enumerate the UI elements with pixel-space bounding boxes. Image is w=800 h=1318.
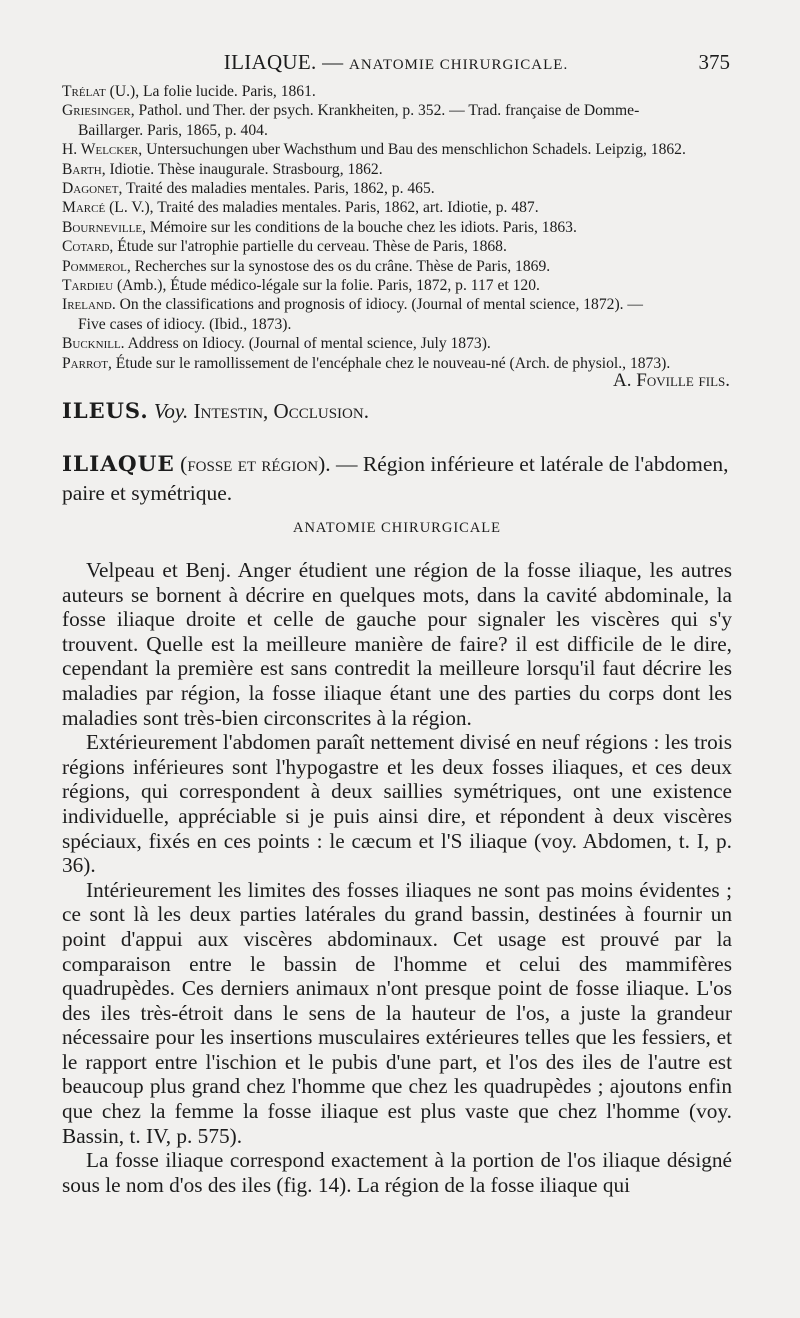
bibliography bbox=[62, 82, 732, 373]
paragraph: Extérieurement l'abdomen paraît nettement divisé en neuf régions : les trois régions inférieures sont l'hypogastre et les deux fosses iliaques, et ces deux régions, qui correspondent à deux saillies symétriques, ont une existence individuelle, appréciable si je puis ainsi dire, et répondent à deux viscères spéciaux, fixés en ces points : le cæcum et l'S iliaque (voy. Abdomen, t. I, p. 36). bbox=[62, 730, 732, 878]
headword-iliaque: ILIAQUE bbox=[62, 452, 175, 477]
bib-entry: Barth, Idiotie. Thèse inaugurale. Strasbourg, 1862. bbox=[62, 160, 383, 178]
paragraph: La fosse iliaque correspond exactement à la portion de l'os iliaque désigné sous le nom d'os des iles (fig. 14). La région de la fosse iliaque qui bbox=[62, 1148, 732, 1197]
bib-entry: Bourneville, Mémoire sur les conditions de la bouche chez les idiots. Paris, 1863. bbox=[62, 218, 577, 236]
entry-definition: . — Région inférieure et latérale de l'abdomen, paire et symétrique. bbox=[62, 452, 729, 505]
body-text bbox=[62, 558, 732, 1197]
section-title: ANATOMIE CHIRURGICALE bbox=[292, 520, 502, 536]
bib-entry: Parrot, Étude sur le ramollissement de l'encéphale chez le nouveau-né (Arch. de physiol., 1873). bbox=[62, 354, 671, 372]
bib-entry: Griesinger, Pathol. und Ther. der psych. Krankheiten, p. 352. — Trad. française de Domme- bbox=[62, 102, 640, 120]
bib-entry: Bucknill. Address on Idiocy. (Journal of mental science, July 1873). bbox=[62, 335, 491, 353]
running-title: ILIAQUE. — ANATOMIE CHIRURGICALE. bbox=[223, 50, 569, 74]
headword-ileus: ILEUS. bbox=[62, 398, 149, 423]
entry-qualifier: (fosse et région) bbox=[180, 452, 326, 476]
bib-entry: Cotard, Étude sur l'atrophie partielle du cerveau. Thèse de Paris, 1868. bbox=[62, 238, 507, 256]
bib-entry: H. Welcker, Untersuchungen uber Wachsthum und Bau des menschlichon Schadels. Leipzig, 1862. bbox=[62, 141, 686, 159]
bib-entry: Dagonet, Traité des maladies mentales. Paris, 1862, p. 465. bbox=[62, 180, 435, 198]
author-signature: A. Foville fils. bbox=[613, 370, 730, 391]
voy-label: Voy. bbox=[153, 399, 189, 423]
paragraph: Intérieurement les limites des fosses iliaques ne sont pas moins évidentes ; ce sont là les deux parties latérales du grand bassin, destinées à fournir un point d'appui aux viscères abdominaux. Cet usage est prouvé par la comparaison entre le bassin de l'homme et celui des mammifères quadrupèdes. Ces derniers animaux n'ont presque point de fosse iliaque. L'os des iles très-étroit dans le sens de la hauteur de l'os, a juste la grandeur nécessaire pour les insertions musculaires extérieures telles que les fessiers, et le rapport entre l'ischion et le pubis d'une part, et l'os des iles de l'autre est beaucoup plus grand chez l'homme que chez les quadrupèdes ; ajoutons enfin que chez la femme la fosse iliaque est plus vaste que chez l'homme (voy. Bassin, t. IV, p. 575). bbox=[62, 877, 732, 1148]
cross-reference: Intestin, Occlusion. bbox=[193, 399, 369, 423]
running-subtitle: ANATOMIE CHIRURGICALE. bbox=[348, 57, 569, 73]
bib-entry: Pommerol, Recherches sur la synostose des os du crâne. Thèse de Paris, 1869. bbox=[62, 257, 551, 275]
bib-entry: Marcé (L. V.), Traité des maladies mentales. Paris, 1862, art. Idiotie, p. 487. bbox=[62, 199, 539, 217]
paragraph: Velpeau et Benj. Anger étudient une région de la fosse iliaque, les autres auteurs se bornent à décrire en quelques mots, dans la cavité abdominale, la fosse iliaque droite et celle de gauche pour signaler les viscères qui s'y trouvent. Quelle est la meilleure manière de faire? il est difficile de le dire, cependant la première est sans contredit la meilleure lorsqu'il faut décrire les maladies par région, la fosse iliaque étant une des parties du corps dont les maladies sont très-bien circonscrites à la région. bbox=[62, 558, 732, 730]
page-number: 375 bbox=[698, 50, 730, 74]
bib-entry: Ireland. On the classifications and prognosis of idiocy. (Journal of mental science, 1872). — bbox=[62, 296, 644, 314]
bib-entry: Tardieu (Amb.), Étude médico-légale sur la folie. Paris, 1872, p. 117 et 120. bbox=[62, 277, 540, 295]
bib-entry: Baillarger. Paris, 1865, p. 404. bbox=[78, 121, 268, 139]
entry-ileus bbox=[62, 398, 369, 424]
running-header bbox=[62, 50, 730, 75]
bib-entry: Five cases of idiocy. (Ibid., 1873). bbox=[78, 315, 292, 333]
entry-iliaque bbox=[62, 450, 734, 507]
bib-entry: Trélat (U.), La folie lucide. Paris, 1861. bbox=[62, 83, 316, 100]
